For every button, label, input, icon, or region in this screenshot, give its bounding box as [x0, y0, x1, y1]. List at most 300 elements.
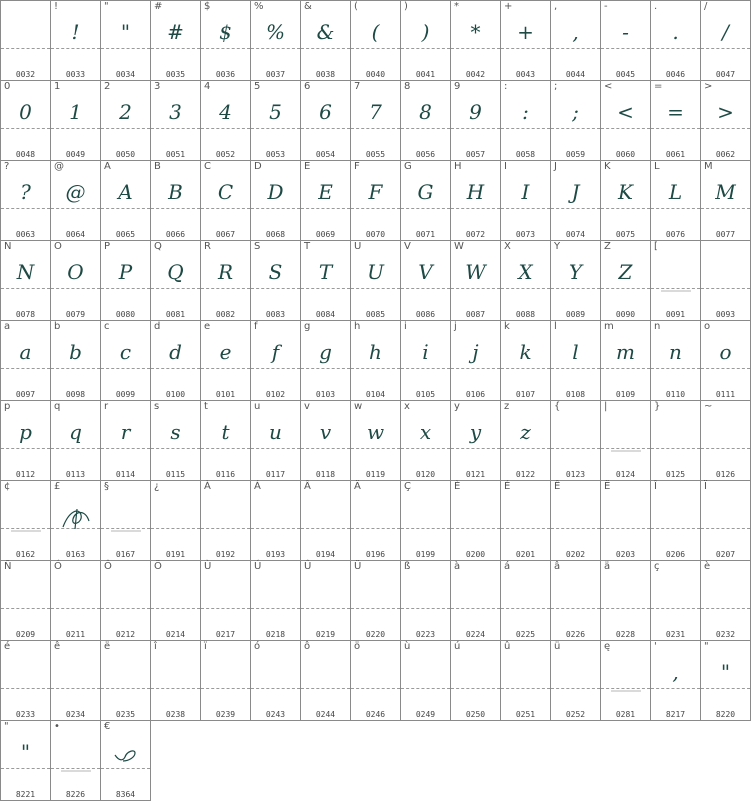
baseline-divider	[501, 608, 550, 609]
character-label: "	[704, 641, 709, 652]
glyph-sample: H	[466, 180, 485, 204]
character-label: j	[454, 321, 457, 332]
glyph-sample: i	[422, 340, 429, 364]
glyph-cell	[300, 80, 351, 161]
character-label: T	[304, 241, 311, 252]
glyph-sample: Z	[618, 260, 633, 284]
character-label: É	[504, 481, 511, 492]
character-code: 0093	[715, 310, 736, 319]
character-code: 0115	[165, 470, 186, 479]
glyph-sample: r	[120, 420, 131, 444]
baseline-divider	[701, 528, 750, 529]
character-code: 0217	[215, 630, 236, 639]
character-label: G	[404, 161, 412, 172]
character-label: Ë	[604, 481, 611, 492]
glyph-cell	[100, 240, 151, 321]
glyph-sample: t	[221, 420, 230, 444]
character-label: H	[454, 161, 462, 172]
character-code: 0078	[15, 310, 36, 319]
character-label: >	[704, 81, 713, 92]
character-code: 0053	[265, 150, 286, 159]
character-label: Á	[254, 481, 261, 492]
character-label: m	[604, 321, 614, 332]
glyph-cell	[250, 0, 301, 81]
glyph-sample: <	[617, 100, 634, 124]
character-code: 0111	[715, 390, 736, 399]
glyph-sample: L	[668, 180, 683, 204]
character-label: â	[554, 561, 561, 572]
glyph-cell	[650, 640, 701, 721]
character-code: 0101	[215, 390, 236, 399]
glyph-sample: P	[118, 260, 133, 284]
baseline-divider	[301, 528, 350, 529]
baseline-divider	[351, 608, 400, 609]
glyph-cell	[300, 240, 351, 321]
character-code: 0077	[715, 230, 736, 239]
character-code: 0106	[465, 390, 486, 399]
character-label: Y	[554, 241, 561, 252]
glyph-cell	[100, 480, 151, 561]
character-label: û	[504, 641, 511, 652]
character-label: ,	[554, 1, 558, 12]
glyph-cell	[0, 400, 51, 481]
glyph-cell	[600, 160, 651, 241]
character-code: 0250	[465, 710, 486, 719]
character-code: 8220	[715, 710, 736, 719]
character-code: 0212	[115, 630, 136, 639]
character-label: 2	[104, 81, 111, 92]
glyph-cell	[100, 640, 151, 721]
character-code: 0104	[365, 390, 386, 399]
glyph-cell	[200, 0, 251, 81]
glyph-cell	[400, 160, 451, 241]
glyph-cell	[600, 640, 651, 721]
glyph-sample: )	[421, 20, 430, 44]
glyph-cell	[500, 0, 551, 81]
character-label: Ä	[354, 481, 361, 492]
glyph-cell	[500, 640, 551, 721]
glyph-cell	[650, 320, 701, 401]
character-label: ó	[254, 641, 261, 652]
glyph-cell	[600, 400, 651, 481]
glyph-cell	[0, 560, 51, 641]
character-label: ~	[704, 401, 713, 412]
character-code: 0243	[265, 710, 286, 719]
character-label: n	[654, 321, 661, 332]
character-code: 0067	[215, 230, 236, 239]
glyph-cell	[50, 80, 101, 161]
baseline-divider	[1, 48, 50, 49]
character-code: 0038	[315, 70, 336, 79]
glyph-sample: g	[319, 340, 332, 364]
character-code: 8217	[665, 710, 686, 719]
glyph-cell	[650, 480, 701, 561]
glyph-cell	[300, 160, 351, 241]
baseline-divider	[651, 608, 700, 609]
baseline-divider	[651, 528, 700, 529]
glyph-sample: E	[318, 180, 333, 204]
glyph-cell	[550, 480, 601, 561]
baseline-divider	[301, 608, 350, 609]
character-label: ç	[654, 561, 660, 572]
character-code: 0061	[665, 150, 686, 159]
character-label: ¿	[154, 481, 160, 492]
character-code: 0163	[65, 550, 86, 559]
character-label: /	[704, 1, 708, 12]
character-label: c	[104, 321, 110, 332]
glyph-sample: W	[465, 260, 486, 284]
character-code: 0120	[415, 470, 436, 479]
glyph-sample: T	[318, 260, 333, 284]
glyph-cell	[700, 240, 751, 321]
glyph-cell	[700, 560, 751, 641]
glyph-sample: h	[369, 340, 382, 364]
glyph-cell	[650, 160, 701, 241]
character-label: é	[4, 641, 11, 652]
glyph-cell	[250, 160, 301, 241]
character-code: 0201	[515, 550, 536, 559]
character-label: §	[104, 481, 109, 492]
character-code: 0223	[415, 630, 436, 639]
character-code: 0032	[15, 70, 36, 79]
glyph-cell	[450, 480, 501, 561]
glyph-cell	[500, 560, 551, 641]
character-label: !	[54, 1, 59, 12]
character-code: 0070	[365, 230, 386, 239]
character-label: "	[4, 721, 9, 732]
character-label: Ç	[404, 481, 411, 492]
glyph-sample: e	[219, 340, 232, 364]
character-label: J	[554, 161, 557, 172]
glyph-cell	[150, 400, 201, 481]
character-code: 0073	[515, 230, 536, 239]
character-code: 0232	[715, 630, 736, 639]
character-code: 0119	[365, 470, 386, 479]
glyph-cell	[550, 240, 601, 321]
glyph-sample: p	[19, 420, 32, 444]
baseline-divider	[301, 688, 350, 689]
glyph-cell	[250, 400, 301, 481]
character-code: 0239	[215, 710, 236, 719]
character-code: 0099	[115, 390, 136, 399]
glyph-cell	[0, 0, 51, 81]
character-code: 0058	[515, 150, 536, 159]
glyph-cell	[300, 0, 351, 81]
character-code: 0052	[215, 150, 236, 159]
character-code: 8221	[15, 790, 36, 799]
character-code: 0113	[65, 470, 86, 479]
character-label: {	[554, 401, 561, 412]
glyph-cell	[400, 80, 451, 161]
character-code: 0211	[65, 630, 86, 639]
baseline-divider	[501, 528, 550, 529]
glyph-sample: .	[672, 20, 679, 44]
character-code: 0051	[165, 150, 186, 159]
character-code: 0049	[65, 150, 86, 159]
glyph-cell	[550, 80, 601, 161]
character-label: 9	[454, 81, 461, 92]
baseline-divider	[251, 688, 300, 689]
character-label: ę	[604, 641, 611, 652]
glyph-cell	[300, 400, 351, 481]
glyph-cell	[450, 400, 501, 481]
character-label: =	[654, 81, 663, 92]
character-label: }	[654, 401, 661, 412]
character-code: 0118	[315, 470, 336, 479]
glyph-cell	[50, 320, 101, 401]
glyph-cell	[450, 80, 501, 161]
baseline-divider	[201, 528, 250, 529]
glyph-cell	[600, 320, 651, 401]
character-label: W	[454, 241, 464, 252]
glyph-sample: j	[472, 340, 479, 364]
glyph-sample: :	[522, 100, 529, 124]
glyph-cell	[0, 720, 51, 801]
glyph-sample: 4	[219, 100, 232, 124]
character-label: X	[504, 241, 511, 252]
character-code: 0126	[715, 470, 736, 479]
glyph-cell	[400, 320, 451, 401]
character-label: ü	[554, 641, 561, 652]
character-label: %	[254, 1, 264, 12]
character-label: P	[104, 241, 111, 252]
glyph-sample: "	[120, 20, 131, 44]
glyph-sample: S	[268, 260, 283, 284]
character-code: 0225	[515, 630, 536, 639]
character-code: 0063	[15, 230, 36, 239]
character-label: p	[4, 401, 11, 412]
glyph-cell	[400, 0, 451, 81]
glyph-cell	[600, 480, 651, 561]
baseline-divider	[401, 528, 450, 529]
character-label: Ô	[104, 561, 112, 572]
glyph-cell	[50, 640, 101, 721]
glyph-cell	[50, 160, 101, 241]
glyph-sample: D	[267, 180, 284, 204]
character-label: E	[304, 161, 311, 172]
glyph-cell	[450, 320, 501, 401]
glyph-sample: K	[618, 180, 633, 204]
character-code: 0233	[15, 710, 36, 719]
character-code: 0037	[265, 70, 286, 79]
glyph-cell	[100, 720, 151, 801]
character-code: 0048	[15, 150, 36, 159]
glyph-cell	[100, 160, 151, 241]
character-code: 0122	[515, 470, 536, 479]
character-label: Û	[304, 561, 312, 572]
baseline-divider	[51, 688, 100, 689]
baseline-divider	[401, 688, 450, 689]
glyph-cell	[650, 400, 701, 481]
character-code: 0088	[515, 310, 536, 319]
glyph-sample-drawing	[601, 401, 650, 480]
glyph-sample: s	[170, 420, 181, 444]
character-label: È	[454, 481, 461, 492]
glyph-cell	[50, 400, 101, 481]
character-code: 0069	[315, 230, 336, 239]
character-label: i	[404, 321, 407, 332]
glyph-cell	[500, 160, 551, 241]
character-label: 0	[4, 81, 11, 92]
glyph-sample: M	[715, 180, 736, 204]
glyph-cell	[700, 640, 751, 721]
character-code: 0125	[665, 470, 686, 479]
character-label: V	[404, 241, 411, 252]
glyph-sample: ,	[672, 660, 679, 684]
glyph-cell	[600, 560, 651, 641]
baseline-divider	[201, 608, 250, 609]
character-label: 7	[354, 81, 361, 92]
character-label: |	[604, 401, 608, 412]
baseline-divider	[551, 688, 600, 689]
glyph-sample-drawing	[101, 721, 150, 800]
glyph-sample: U	[367, 260, 384, 284]
character-label: #	[154, 1, 163, 12]
character-label: Ü	[354, 561, 362, 572]
character-label: '	[654, 641, 657, 652]
character-label: ë	[104, 641, 111, 652]
glyph-cell	[350, 480, 401, 561]
character-code: 0116	[215, 470, 236, 479]
character-label: -	[604, 1, 608, 12]
baseline-divider	[251, 528, 300, 529]
glyph-cell	[350, 160, 401, 241]
glyph-sample: R	[217, 260, 234, 284]
character-code: 0109	[615, 390, 636, 399]
character-label: 1	[54, 81, 61, 92]
glyph-cell	[50, 480, 101, 561]
glyph-sample: %	[265, 20, 285, 44]
character-label: A	[104, 161, 111, 172]
character-label: "	[104, 1, 109, 12]
character-code: 0036	[215, 70, 236, 79]
baseline-divider	[151, 528, 200, 529]
character-code: 0108	[565, 390, 586, 399]
baseline-divider	[201, 688, 250, 689]
character-code: 0117	[265, 470, 286, 479]
baseline-divider	[51, 608, 100, 609]
character-code: 0234	[65, 710, 86, 719]
glyph-sample: "	[720, 660, 731, 684]
glyph-cell	[200, 400, 251, 481]
glyph-sample: B	[168, 180, 183, 204]
character-code: 0102	[265, 390, 286, 399]
character-code: 0035	[165, 70, 186, 79]
glyph-sample: >	[717, 100, 734, 124]
character-label: á	[504, 561, 511, 572]
character-label: K	[604, 161, 611, 172]
glyph-cell	[150, 640, 201, 721]
glyph-cell	[0, 80, 51, 161]
character-code: 0238	[165, 710, 186, 719]
glyph-sample: 8	[419, 100, 432, 124]
character-label: Ñ	[4, 561, 12, 572]
character-label: w	[354, 401, 363, 412]
glyph-sample-drawing	[601, 641, 650, 720]
glyph-cell	[500, 320, 551, 401]
glyph-sample: N	[16, 260, 35, 284]
character-label: D	[254, 161, 262, 172]
glyph-sample: c	[119, 340, 132, 364]
glyph-cell	[50, 0, 101, 81]
character-label: (	[354, 1, 358, 12]
character-code: 0112	[15, 470, 36, 479]
glyph-cell	[650, 80, 701, 161]
glyph-sample: V	[418, 260, 433, 284]
character-label: ¢	[4, 481, 11, 492]
glyph-cell	[200, 80, 251, 161]
character-code: 0060	[615, 150, 636, 159]
character-code: 0214	[165, 630, 186, 639]
character-label: *	[454, 1, 459, 12]
glyph-cell	[300, 560, 351, 641]
character-label: 4	[204, 81, 211, 92]
character-label: $	[204, 1, 211, 12]
character-code: 8226	[65, 790, 86, 799]
character-code: 0087	[465, 310, 486, 319]
character-code: 0047	[715, 70, 736, 79]
glyph-cell	[350, 80, 401, 161]
glyph-cell	[100, 320, 151, 401]
glyph-sample: z	[520, 420, 531, 444]
glyph-cell	[200, 160, 251, 241]
character-label: N	[4, 241, 12, 252]
character-code: 0246	[365, 710, 386, 719]
glyph-sample: -	[622, 20, 629, 44]
glyph-cell	[350, 640, 401, 721]
glyph-cell	[700, 0, 751, 81]
glyph-sample: k	[519, 340, 532, 364]
character-code: 0045	[615, 70, 636, 79]
character-label: à	[454, 561, 461, 572]
character-label: L	[654, 161, 660, 172]
glyph-cell	[150, 560, 201, 641]
glyph-cell	[600, 0, 651, 81]
baseline-divider	[651, 448, 700, 449]
baseline-divider	[451, 688, 500, 689]
character-code: 0042	[465, 70, 486, 79]
glyph-sample-drawing	[51, 721, 100, 800]
character-code: 0056	[415, 150, 436, 159]
character-code: 0203	[615, 550, 636, 559]
glyph-cell	[350, 320, 401, 401]
character-code: 0064	[65, 230, 86, 239]
character-label: Q	[154, 241, 162, 252]
glyph-sample: F	[368, 180, 383, 204]
glyph-sample: Q	[167, 260, 184, 284]
glyph-sample: &	[316, 20, 335, 44]
baseline-divider	[151, 608, 200, 609]
character-code: 0220	[365, 630, 386, 639]
glyph-sample: 2	[119, 100, 132, 124]
character-code: 0097	[15, 390, 36, 399]
character-code: 0080	[115, 310, 136, 319]
glyph-cell	[700, 480, 751, 561]
character-label: Ï	[704, 481, 707, 492]
glyph-sample-drawing	[101, 481, 150, 560]
character-code: 0066	[165, 230, 186, 239]
character-code: 0226	[565, 630, 586, 639]
glyph-cell	[500, 80, 551, 161]
glyph-cell	[250, 240, 301, 321]
glyph-cell	[400, 240, 451, 321]
baseline-divider	[151, 688, 200, 689]
character-label: o	[704, 321, 711, 332]
character-label: q	[54, 401, 61, 412]
glyph-sample: 7	[369, 100, 382, 124]
glyph-cell	[100, 560, 151, 641]
character-code: 8364	[115, 790, 136, 799]
